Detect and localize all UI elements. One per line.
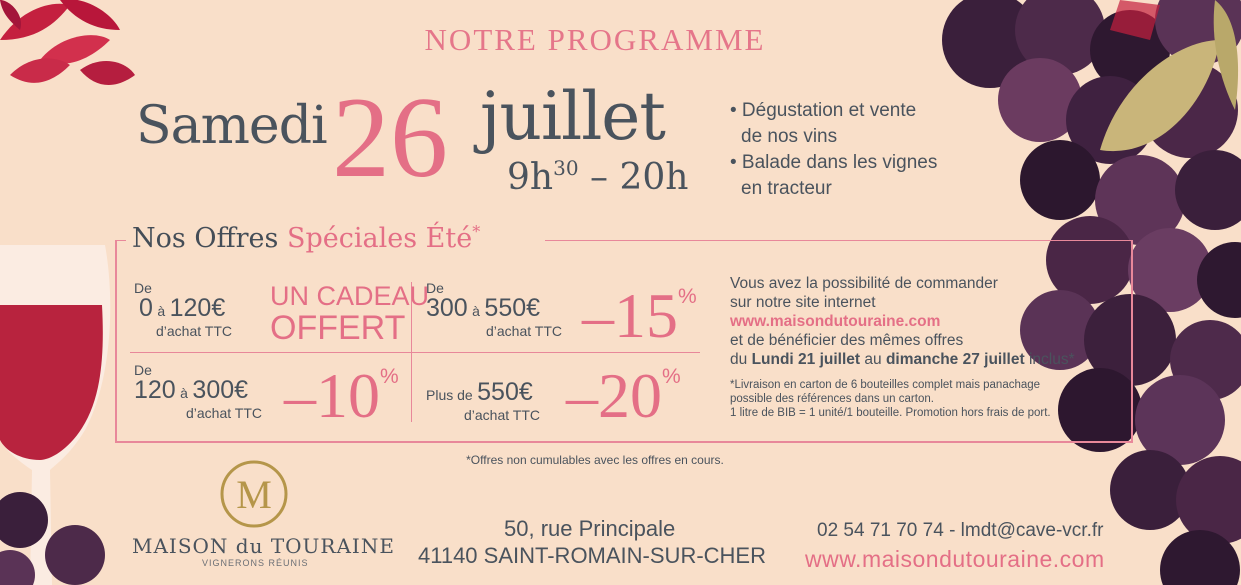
time-end: – 20h bbox=[590, 157, 689, 198]
info-line: et de bénéficier des mêmes offres bbox=[730, 332, 964, 349]
tier-de: De bbox=[134, 362, 152, 378]
tier-from: 120 bbox=[134, 376, 176, 404]
fine-print-line: 1 litre de BIB = 1 unité/1 bouteille. Promotion hors frais de port. bbox=[730, 407, 1051, 419]
tier-de: De bbox=[134, 280, 152, 296]
discount-20 bbox=[566, 360, 681, 431]
discount-percent: % bbox=[662, 365, 681, 388]
info-dates bbox=[730, 350, 1130, 369]
gift-offer bbox=[270, 280, 430, 347]
tier-a: à bbox=[180, 385, 188, 401]
info-du: du bbox=[730, 351, 748, 368]
info-end-date: dimanche 27 juillet bbox=[885, 351, 1025, 368]
tier-a: à bbox=[472, 303, 480, 319]
wine-glass-decoration bbox=[0, 245, 110, 585]
tier-unit: d’achat TTC bbox=[464, 407, 540, 423]
tier-from: 0 bbox=[139, 294, 153, 322]
discount-percent: % bbox=[678, 285, 697, 308]
tier-300-550 bbox=[426, 280, 562, 339]
tier-unit: d’achat TTC bbox=[156, 323, 232, 339]
info-inclus: inclus* bbox=[1028, 351, 1075, 368]
online-order-info bbox=[730, 274, 1130, 369]
tier-to: 550€ bbox=[484, 294, 541, 322]
discount-15 bbox=[582, 280, 697, 351]
tier-to: 120€ bbox=[169, 294, 226, 322]
tier-unit: d’achat TTC bbox=[186, 405, 262, 421]
brand-tagline: VIGNERONS RÉUNIS bbox=[202, 558, 309, 568]
footer-website-link[interactable]: www.maisondutouraine.com bbox=[805, 546, 1105, 572]
offers-heading-b: Spéciales Été bbox=[286, 223, 473, 254]
tier-550-plus bbox=[426, 378, 540, 423]
tier-unit: d’achat TTC bbox=[486, 323, 562, 339]
info-start-date: Lundi 21 juillet bbox=[751, 351, 861, 368]
address-street: 50, rue Principale bbox=[504, 516, 676, 541]
discount-value: –15 bbox=[582, 280, 678, 351]
discount-percent: % bbox=[380, 365, 399, 388]
tier-120-300 bbox=[134, 362, 262, 421]
activity-item bbox=[730, 98, 916, 150]
contact-info[interactable]: 02 54 71 70 74 - lmdt@cave-vcr.fr bbox=[817, 520, 1104, 541]
tier-de: Plus de bbox=[426, 387, 473, 403]
time-start-hour: 9h bbox=[507, 157, 554, 198]
event-day: Samedi bbox=[136, 96, 327, 156]
fine-print-line: possible des références dans un carton. bbox=[730, 393, 934, 405]
tier-0-120 bbox=[134, 280, 232, 339]
tier-from: 300 bbox=[426, 294, 468, 322]
discount-value: –20 bbox=[566, 360, 662, 431]
activity-item bbox=[730, 150, 937, 202]
tier-de: De bbox=[426, 280, 444, 296]
activity-line: en tracteur bbox=[741, 178, 832, 199]
frame-top-right bbox=[545, 240, 1133, 241]
activity-line: • Dégustation et vente bbox=[730, 100, 917, 121]
website-link[interactable]: www.maisondutouraine.com bbox=[730, 313, 941, 330]
tier-to: 300€ bbox=[192, 376, 249, 404]
offers-heading bbox=[126, 222, 486, 254]
discount-10 bbox=[284, 360, 399, 431]
offers-note: *Offres non cumulables avec les offres en cours. bbox=[466, 453, 724, 467]
discount-value: –10 bbox=[284, 360, 380, 431]
time-start-minutes: 30 bbox=[553, 156, 579, 180]
event-time bbox=[507, 156, 688, 198]
gift-line1: UN CADEAU bbox=[270, 281, 430, 311]
fine-print bbox=[730, 378, 1110, 420]
gift-line2: OFFERT bbox=[270, 309, 406, 347]
fine-print-line: *Livraison en carton de 6 bouteilles complet mais panachage bbox=[730, 379, 1041, 391]
page-title: NOTRE PROGRAMME bbox=[424, 22, 766, 57]
tier-to: 550€ bbox=[477, 378, 533, 406]
logo-letter: M bbox=[236, 472, 272, 517]
event-date-number: 26 bbox=[332, 74, 448, 202]
info-line: Vous avez la possibilité de commander bbox=[730, 275, 998, 292]
address-city: 41140 SAINT-ROMAIN-SUR-CHER bbox=[418, 543, 766, 568]
info-line: sur notre site internet bbox=[730, 294, 876, 311]
info-au: au bbox=[864, 351, 882, 368]
activity-line: de nos vins bbox=[741, 126, 838, 147]
event-month: juillet bbox=[480, 78, 665, 155]
tier-a: à bbox=[157, 303, 166, 319]
brand-name: MAISON du TOURAINE bbox=[132, 534, 395, 558]
offers-heading-star: * bbox=[472, 222, 481, 241]
activity-line: • Balade dans les vignes bbox=[730, 152, 938, 173]
offers-heading-a: Nos Offres bbox=[132, 223, 279, 254]
divider-horizontal bbox=[130, 352, 700, 353]
maison-logo-icon bbox=[218, 458, 290, 530]
